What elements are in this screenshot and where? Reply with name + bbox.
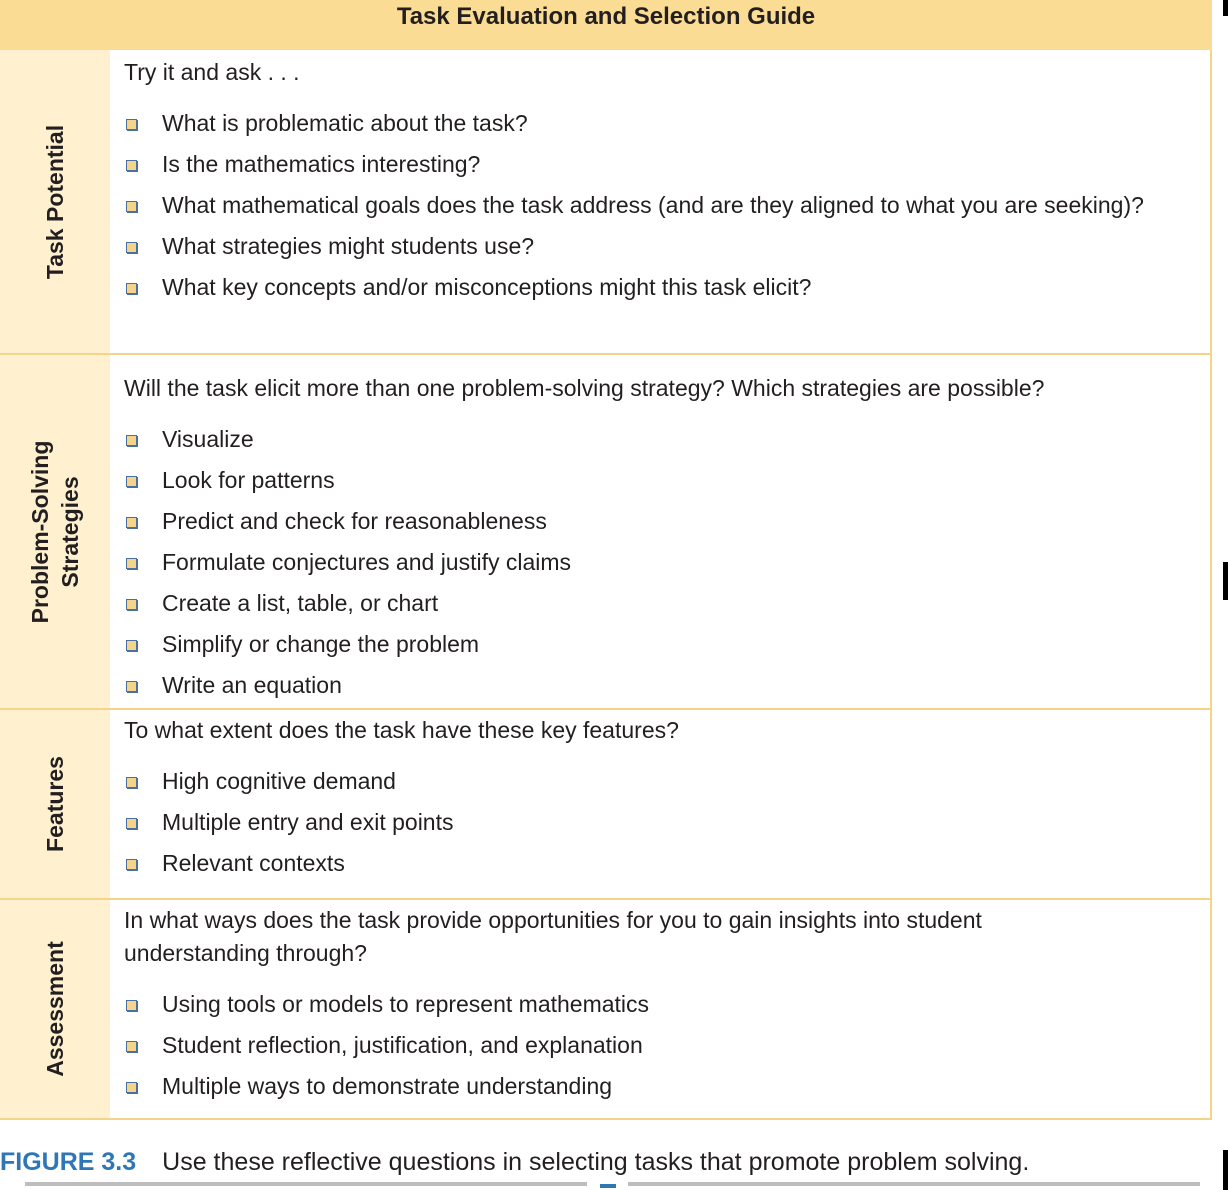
section-label-line: Features xyxy=(42,756,68,852)
section-label-line: Task Potential xyxy=(42,124,68,279)
section-label-text xyxy=(25,440,85,623)
checkbox-icon xyxy=(126,558,137,569)
section-label-line: Strategies xyxy=(57,475,83,588)
checklist-item-text: What key concepts and/or misconceptions might this task elicit? xyxy=(162,274,812,300)
section-label xyxy=(0,900,110,1118)
checklist-item xyxy=(124,230,1180,262)
section-label xyxy=(0,710,110,898)
checkbox-icon xyxy=(126,640,137,651)
figure-caption xyxy=(0,1145,1228,1179)
checklist-item-text: What mathematical goals does the task address (and are they aligned to what you are seeking)? xyxy=(162,192,1144,218)
section-prompt: Try it and ask . . . xyxy=(124,59,300,85)
checkbox-icon xyxy=(126,242,137,253)
checkbox-icon xyxy=(126,517,137,528)
checklist-item-text: Predict and check for reasonableness xyxy=(162,508,547,534)
checklist-item-text: High cognitive demand xyxy=(162,768,396,794)
checkbox-icon xyxy=(126,1082,137,1093)
checklist-item-text: Look for patterns xyxy=(162,467,335,493)
checkbox-icon xyxy=(126,476,137,487)
checkbox-icon xyxy=(126,435,137,446)
checklist-item-text: Formulate conjectures and justify claims xyxy=(162,549,572,575)
section-task-potential xyxy=(0,50,1210,355)
checklist-item xyxy=(124,107,1180,139)
checklist-item xyxy=(124,148,1180,180)
section-label-line: Assessment xyxy=(42,941,68,1077)
checklist-item-text: Write an equation xyxy=(162,672,342,698)
checklist-item-text: Multiple ways to demonstrate understanding xyxy=(162,1073,613,1099)
checklist-item xyxy=(124,587,1180,619)
bottom-rule xyxy=(628,1182,1200,1186)
checklist-item-text: What strategies might students use? xyxy=(162,233,535,259)
checklist-item-text: Create a list, table, or chart xyxy=(162,590,439,616)
checklist-item xyxy=(124,669,1180,701)
figure-caption-text: Use these reflective questions in selecting tasks that promote problem solving. xyxy=(162,1148,1030,1176)
bottom-rule xyxy=(25,1182,587,1186)
page-edge-mark xyxy=(1223,1150,1228,1190)
bottom-dash xyxy=(600,1184,616,1188)
section-body xyxy=(124,714,1180,879)
checklist-item-text: Student reflection, justification, and explanation xyxy=(162,1032,643,1058)
checklist-item xyxy=(124,988,1100,1020)
page-edge-mark xyxy=(1223,0,1228,16)
checkbox-icon xyxy=(126,283,137,294)
section-label xyxy=(0,355,110,708)
checklist-item-text: Simplify or change the problem xyxy=(162,631,480,657)
section-body xyxy=(124,904,1100,1102)
checkbox-icon xyxy=(126,681,137,692)
checkbox-icon xyxy=(126,818,137,829)
checklist xyxy=(124,107,1180,303)
section-label-text xyxy=(40,124,70,278)
checklist xyxy=(124,423,1180,701)
guide-title: Task Evaluation and Selection Guide xyxy=(0,0,1212,50)
checklist-item xyxy=(124,1029,1100,1061)
checklist-item-text: Using tools or models to represent mathematics xyxy=(162,991,650,1017)
checkbox-icon xyxy=(126,201,137,212)
checklist-item xyxy=(124,189,1180,221)
checklist-item-text: Visualize xyxy=(162,426,254,452)
section-prompt: To what extent does the task have these key features? xyxy=(124,717,679,743)
section-label-text xyxy=(40,756,70,852)
checklist-item xyxy=(124,464,1180,496)
section-features xyxy=(0,710,1210,900)
section-assessment xyxy=(0,900,1210,1120)
section-body xyxy=(124,372,1180,701)
checkbox-icon xyxy=(126,599,137,610)
checklist-item xyxy=(124,271,1180,303)
section-label-text xyxy=(40,941,70,1077)
checklist-item-text: Multiple entry and exit points xyxy=(162,809,454,835)
checklist xyxy=(124,988,1100,1102)
section-label xyxy=(0,50,110,353)
section-problem-solving-strategies xyxy=(0,355,1210,710)
checklist-item xyxy=(124,628,1180,660)
checklist-item-text: Relevant contexts xyxy=(162,850,345,876)
checkbox-icon xyxy=(126,859,137,870)
checklist-item xyxy=(124,423,1180,455)
checklist xyxy=(124,765,1180,879)
figure-label: FIGURE 3.3 xyxy=(0,1148,137,1176)
section-prompt: In what ways does the task provide opportunities for you to gain insights into student understanding through? xyxy=(124,907,982,966)
checklist-item-text: Is the mathematics interesting? xyxy=(162,151,481,177)
checklist-item-text: What is problematic about the task? xyxy=(162,110,528,136)
checkbox-icon xyxy=(126,1041,137,1052)
checkbox-icon xyxy=(126,1000,137,1011)
checklist-item xyxy=(124,546,1180,578)
checklist-item xyxy=(124,847,1180,879)
checklist-item xyxy=(124,765,1180,797)
checklist-item xyxy=(124,806,1180,838)
checkbox-icon xyxy=(126,160,137,171)
section-label-line: Problem-Solving xyxy=(27,440,53,623)
section-prompt: Will the task elicit more than one problem-solving strategy? Which strategies are possible? xyxy=(124,375,1045,401)
page-edge-mark xyxy=(1223,562,1228,600)
checklist-item xyxy=(124,1070,1100,1102)
checkbox-icon xyxy=(126,777,137,788)
checkbox-icon xyxy=(126,119,137,130)
section-body xyxy=(124,56,1180,303)
checklist-item xyxy=(124,505,1180,537)
